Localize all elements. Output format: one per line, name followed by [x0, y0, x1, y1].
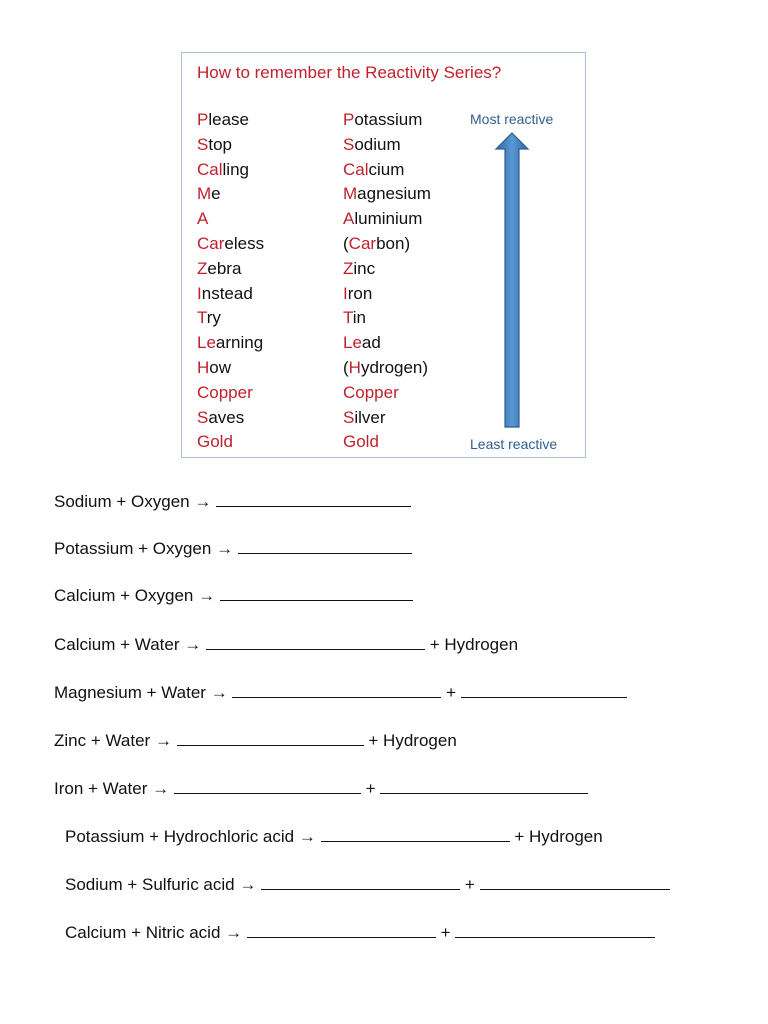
arrow-icon: →: [184, 635, 202, 654]
answer-blank[interactable]: [238, 538, 412, 554]
equation-row: [54, 634, 518, 655]
mnemonic-row: Calling: [197, 159, 249, 179]
equation-row: [54, 730, 457, 751]
plus-sign: +: [446, 683, 457, 702]
element-row: Sodium: [343, 134, 401, 154]
element-row: Magnesium: [343, 184, 431, 204]
equation-row: [54, 682, 627, 703]
answer-blank[interactable]: [232, 682, 441, 698]
equation-lhs: Calcium + Oxygen: [54, 586, 194, 605]
arrow-icon: →: [194, 492, 212, 511]
element-row: Iron: [343, 283, 373, 303]
mnemonic-row: Copper: [197, 382, 253, 402]
answer-blank[interactable]: [321, 826, 510, 842]
arrow-icon: →: [154, 731, 172, 750]
element-row: Gold: [343, 432, 379, 452]
reactivity-series-card: [181, 52, 586, 458]
arrow-icon: →: [239, 875, 257, 894]
equation-lhs: Zinc + Water: [54, 731, 151, 750]
equation-row: [54, 585, 413, 606]
mnemonic-row: Try: [197, 308, 221, 328]
equation-rhs: + Hydrogen: [429, 635, 519, 654]
mnemonic-row: Gold: [197, 432, 233, 452]
element-row: Potassium: [343, 110, 423, 129]
mnemonic-row: Stop: [197, 134, 232, 154]
mnemonic-column: [197, 108, 264, 455]
answer-blank[interactable]: [216, 491, 411, 507]
plus-sign: +: [464, 875, 475, 894]
most-reactive-label: Most reactive: [470, 111, 554, 127]
equation-lhs: Iron + Water: [54, 779, 148, 798]
equation-row: [54, 778, 588, 799]
element-row: (Carbon): [343, 233, 411, 253]
equation-rhs: + Hydrogen: [514, 827, 603, 846]
element-row: (Hydrogen): [343, 357, 429, 377]
equation-lhs: Potassium + Oxygen: [54, 539, 212, 558]
element-column: [343, 108, 431, 455]
mnemonic-row: Instead: [197, 283, 253, 303]
mnemonic-row: Learning: [197, 333, 264, 353]
equation-lhs: Calcium + Nitric acid: [65, 923, 221, 942]
equation-lhs: Potassium + Hydrochloric acid: [65, 827, 295, 846]
arrow-icon: →: [210, 683, 228, 702]
equation-lhs: Calcium + Water: [54, 635, 180, 654]
mnemonic-row: How: [197, 357, 232, 377]
element-row: Calcium: [343, 159, 405, 179]
equation-row: [65, 826, 603, 847]
answer-blank[interactable]: [220, 585, 413, 601]
element-row: Zinc: [343, 258, 376, 278]
plus-sign: +: [440, 923, 451, 942]
mnemonic-row: Careless: [197, 233, 265, 253]
card-title: How to remember the Reactivity Series?: [197, 63, 502, 82]
answer-blank[interactable]: [177, 730, 364, 746]
answer-blank[interactable]: [461, 682, 627, 698]
answer-blank[interactable]: [174, 778, 361, 794]
equation-row: [65, 922, 655, 943]
element-row: Aluminium: [343, 209, 423, 229]
element-row: Lead: [343, 333, 381, 353]
mnemonic-row: Saves: [197, 407, 245, 427]
mnemonic-row: Me: [197, 184, 221, 204]
answer-blank[interactable]: [455, 922, 655, 938]
element-row: Copper: [343, 382, 399, 402]
answer-blank[interactable]: [247, 922, 436, 938]
answer-blank[interactable]: [206, 634, 425, 650]
arrow-icon: →: [198, 586, 216, 605]
mnemonic-row: A: [197, 209, 209, 229]
answer-blank[interactable]: [261, 874, 460, 890]
equation-row: [54, 491, 411, 512]
element-row: Silver: [343, 407, 386, 427]
least-reactive-label: Least reactive: [470, 436, 558, 452]
mnemonic-row: Please: [197, 110, 249, 129]
arrow-icon: →: [152, 779, 170, 798]
answer-blank[interactable]: [480, 874, 670, 890]
reactivity-arrow-icon: [492, 131, 532, 431]
equation-lhs: Sodium + Oxygen: [54, 492, 190, 511]
equation-row: [65, 874, 670, 895]
equation-row: [54, 538, 412, 559]
equation-lhs: Magnesium + Water: [54, 683, 206, 702]
element-row: Tin: [343, 308, 366, 328]
plus-sign: +: [365, 779, 376, 798]
arrow-icon: →: [298, 827, 316, 846]
arrow-icon: →: [216, 539, 234, 558]
equation-lhs: Sodium + Sulfuric acid: [65, 875, 235, 894]
equation-rhs: + Hydrogen: [368, 731, 457, 750]
mnemonic-row: Zebra: [197, 258, 242, 278]
answer-blank[interactable]: [380, 778, 588, 794]
arrow-icon: →: [225, 923, 243, 942]
